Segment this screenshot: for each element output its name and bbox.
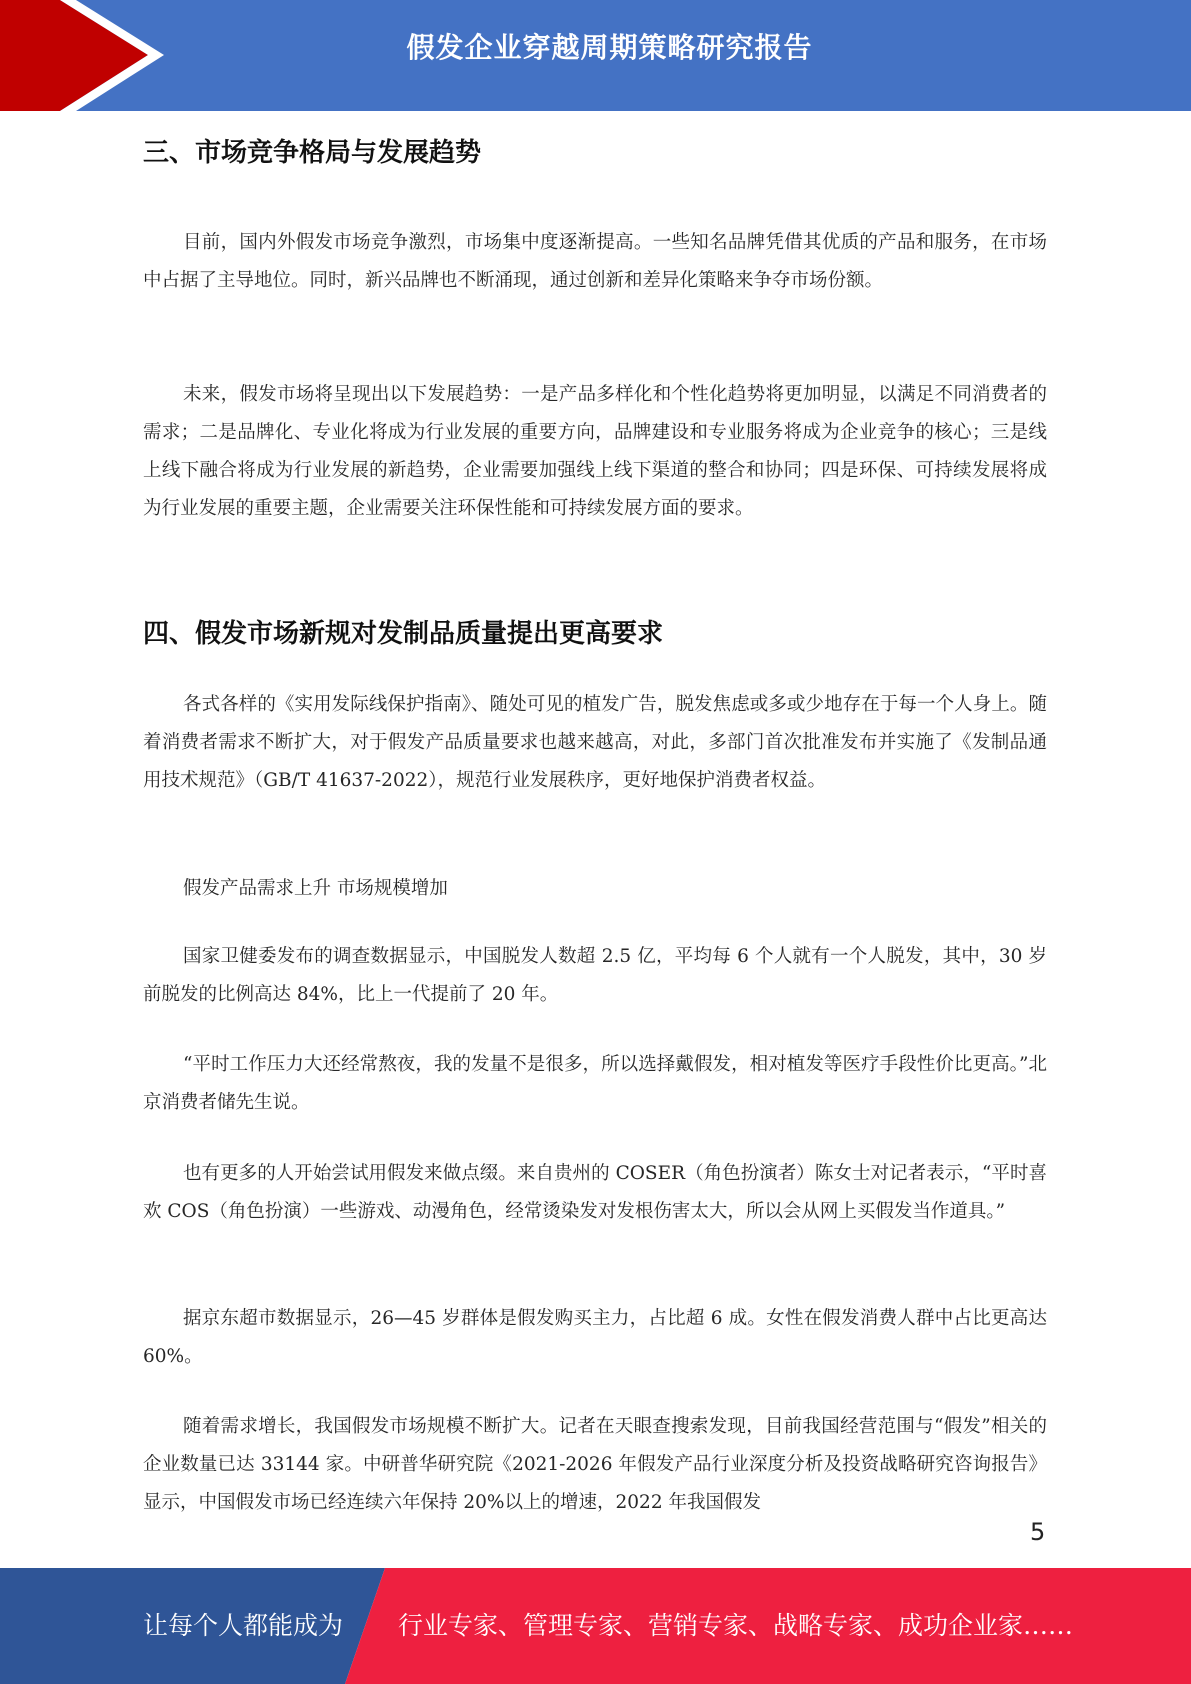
footer-slogan-left: 让每个人都能成为: [143, 1611, 344, 1640]
paragraph: 据京东超市数据显示，26—45 岁群体是假发购买主力，占比超 6 成。女性在假发消费人群中占比更高达 60%。: [143, 1308, 1047, 1367]
subheading-paragraph: 假发产品需求上升 市场规模增加: [183, 878, 448, 899]
paragraph: 未来，假发市场将呈现出以下发展趋势：一是产品多样化和个性化趋势将更加明显，以满足不同消费者的需求；二是品牌化、专业化将成为行业发展的重要方向，品牌建设和专业服务将成为企业竞争的核心；三是线上线下融合将成为行业发展的新趋势，企业需要加强线上线下渠道的整合和协同；四是环保、可持续发展将成为行业发展的重要主题，企业需要关注环保性能和可持续发展方面的要求。: [143, 384, 1047, 519]
paragraph: “平时工作压力大还经常熬夜，我的发量不是很多，所以选择戴假发，相对植发等医疗手段性价比更高。”北京消费者储先生说。: [143, 1054, 1047, 1113]
paragraph: 也有更多的人开始尝试用假发来做点缀。来自贵州的 COSER（角色扮演者）陈女士对记者表示，“平时喜欢 COS（角色扮演）一些游戏、动漫角色，经常烫染发对发根伤害太大，所以会从网上买假发当作道具。”: [143, 1163, 1047, 1222]
report-header: [0, 0, 1191, 111]
section-heading: 四、假发市场新规对发制品质量提出更高要求: [143, 619, 664, 649]
paragraph: 各式各样的《实用发际线保护指南》、随处可见的植发广告，脱发焦虑或多或少地存在于每一个人身上。随着消费者需求不断扩大，对于假发产品质量要求也越来越高，对此，多部门首次批准发布并实施了《发制品通用技术规范》（GB/T 41637-2022），规范行业发展秩序，更好地保护消费者权益。: [143, 694, 1047, 791]
paragraph: 国家卫健委发布的调查数据显示，中国脱发人数超 2.5 亿，平均每 6 个人就有一个人脱发，其中，30 岁前脱发的比例高达 84%，比上一代提前了 20 年。: [143, 946, 1047, 1005]
page-number: 5: [1030, 1518, 1046, 1546]
section-heading: 三、市场竞争格局与发展趋势: [143, 138, 482, 168]
report-title: 假发企业穿越周期策略研究报告: [406, 31, 813, 64]
paragraph: 随着需求增长，我国假发市场规模不断扩大。记者在天眼查搜索发现，目前我国经营范围与“假发”相关的企业数量已达 33144 家。中研普华研究院《2021-2026 年假发产品行业深度分析及投资战略研究咨询报告》显示，中国假发市场已经连续六年保持 20%以上的增速，2022 年我国假发: [143, 1416, 1047, 1513]
report-footer: [0, 1568, 1191, 1684]
footer-slogan-right: 行业专家、管理专家、营销专家、战略专家、成功企业家……: [398, 1611, 1074, 1640]
paragraph: 目前，国内外假发市场竞争激烈，市场集中度逐渐提高。一些知名品牌凭借其优质的产品和服务，在市场中占据了主导地位。同时，新兴品牌也不断涌现，通过创新和差异化策略来争夺市场份额。: [143, 232, 1047, 291]
